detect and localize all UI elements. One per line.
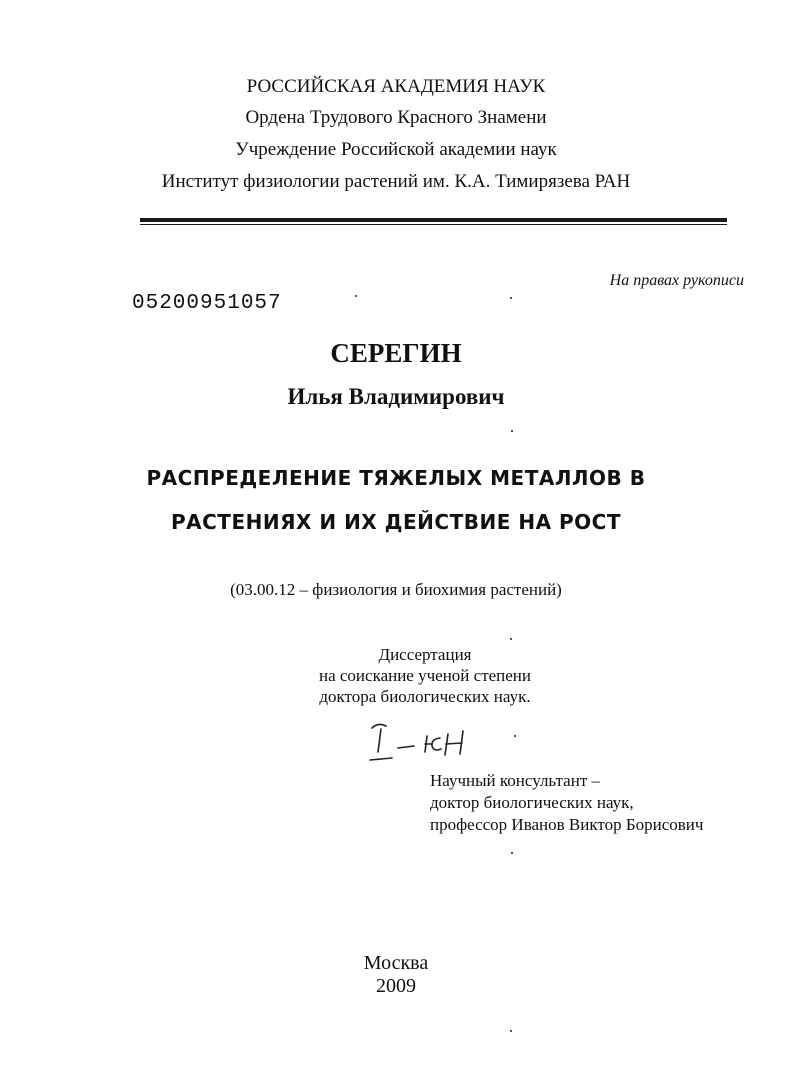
advisor-line3: профессор Иванов Виктор Борисович bbox=[430, 815, 704, 834]
handwritten-stroke bbox=[446, 743, 462, 744]
advisor-line1: Научный консультант – bbox=[430, 771, 600, 790]
header-rule-thick bbox=[140, 218, 727, 222]
academy-name: РОССИЙСКАЯ АКАДЕМИЯ НАУК bbox=[246, 76, 546, 97]
degree-line2: на соискание ученой степени bbox=[318, 666, 532, 685]
scan-speck bbox=[355, 295, 357, 297]
handwritten-stroke bbox=[398, 746, 414, 748]
scan-speck bbox=[510, 1030, 512, 1032]
library-code: 05200951057 bbox=[132, 292, 282, 315]
advisor-line2: доктор биологических наук, bbox=[430, 793, 634, 812]
thesis-title-line1: РАСПРЕДЕЛЕНИЕ ТЯЖЕЛЫХ МЕТАЛЛОВ В bbox=[146, 466, 646, 490]
scan-speck bbox=[511, 852, 513, 854]
handwritten-stroke bbox=[432, 738, 441, 750]
handwritten-stroke bbox=[425, 736, 427, 752]
institution-line: Учреждение Российской академии наук bbox=[235, 139, 557, 160]
degree-line3: доктора биологических наук. bbox=[319, 687, 531, 706]
handwritten-stroke bbox=[370, 758, 392, 760]
degree-line1: Диссертация bbox=[378, 645, 472, 664]
institute-line: Институт физиологии растений им. К.А. Тимирязева РАН bbox=[161, 171, 631, 192]
scan-speck bbox=[511, 430, 513, 432]
handwritten-stroke bbox=[445, 734, 448, 755]
order-line: Ордена Трудового Красного Знамени bbox=[245, 107, 547, 128]
handwritten-stroke bbox=[378, 729, 381, 752]
author-given-names: Илья Владимирович bbox=[287, 384, 505, 409]
scan-speck bbox=[514, 735, 516, 737]
scan-speck bbox=[510, 638, 512, 640]
manuscript-note: На правах рукописи bbox=[609, 272, 744, 289]
specialty-code: (03.00.12 – физиология и биохимия растений) bbox=[230, 580, 562, 599]
year: 2009 bbox=[376, 975, 416, 997]
city: Москва bbox=[363, 952, 429, 974]
scan-speck bbox=[510, 297, 512, 299]
handwritten-stroke bbox=[372, 724, 386, 728]
thesis-title-line2: РАСТЕНИЯХ И ИХ ДЕЙСТВИЕ НА РОСТ bbox=[170, 510, 621, 534]
handwritten-stroke bbox=[460, 731, 463, 754]
author-surname: СЕРЕГИН bbox=[330, 338, 462, 368]
header-rule-thin bbox=[140, 224, 727, 225]
